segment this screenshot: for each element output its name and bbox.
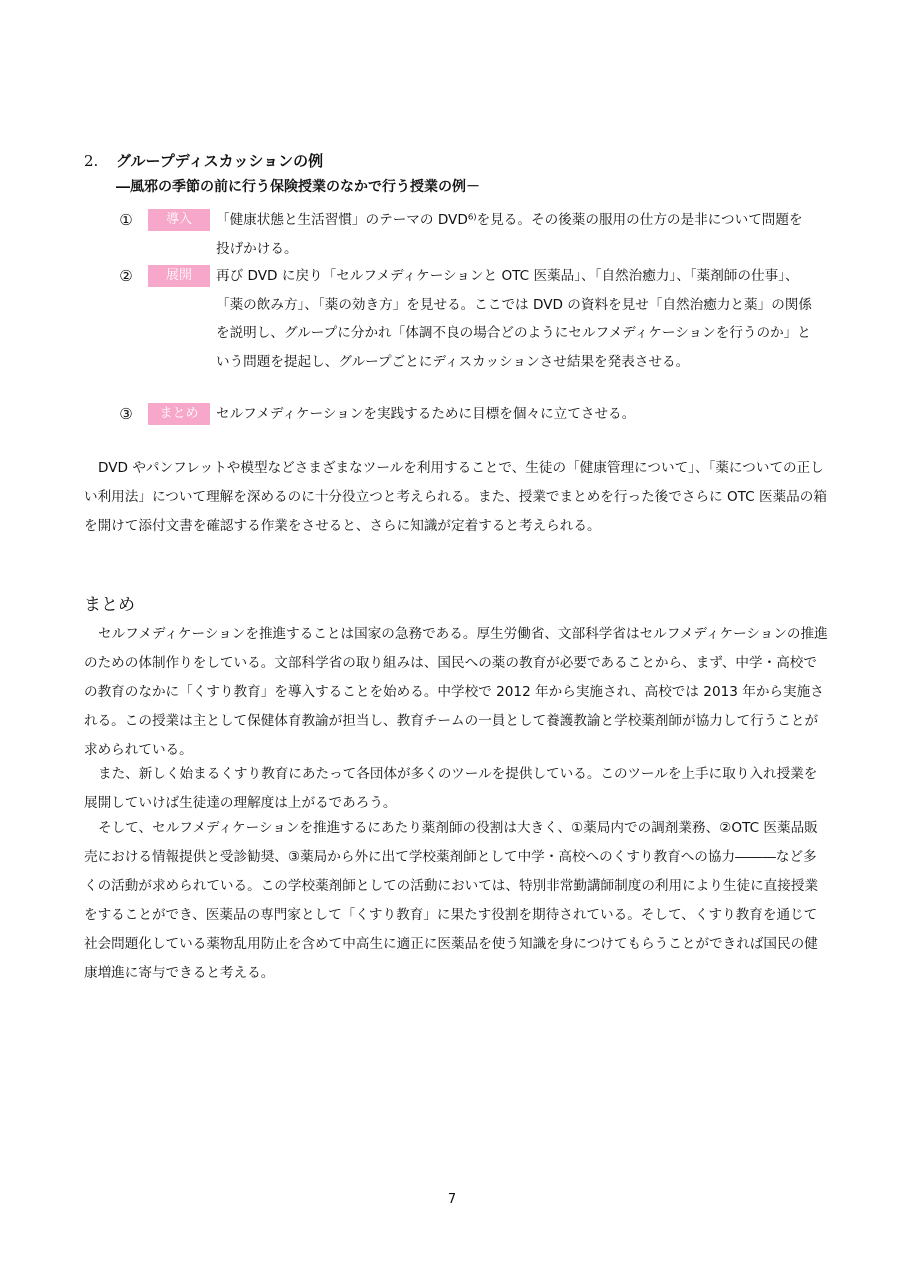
step-text: 再び DVD に戻り「セルフメディケーションと OTC 医薬品」、「自然治癒力」、「薬剤師の仕事」、「薬の飲み方」、「薬の効き方」を見せる。ここでは DVD の資料を見せ「自然治癒力と薬」の関係を説明し、グループに分かれ「体調不良の場合どのようにセルフメディケーションを行うのか」という問題を提起し、グループごとにディスカッションさせ結果を発表させる。 [216, 268, 812, 370]
step-label-badge: 展開 [148, 265, 210, 287]
summary-paragraph-1: セルフメディケーションを推進することは国家の急務である。厚生労働省、文部科学省はセルフメディケーションの推進のための体制作りをしている。文部科学省の取り組みは、国民への薬の教育が必要であることから、まず、中学・高校での教育のなかに「くすり教育」を導入することを始める。中学校で 2012 年から実施され、高校では 2013 年から実施される。この授業は主として保健体育教諭が担当し、教育チームの一員として養護教諭と学校薬剤師が協力して行うことが求められている。 [84, 626, 828, 758]
step-label-badge: 導入 [148, 209, 210, 231]
page-number: 7 [447, 1192, 457, 1207]
step-number: ① [119, 211, 133, 229]
step-number: ② [119, 267, 133, 285]
step-text: 「健康状態と生活習慣」のテーマの DVD⁶⁾を見る。その後薬の服用の仕方の是非について問題を投げかける。 [216, 212, 803, 257]
section-heading [84, 150, 323, 172]
section-number: 2. [84, 152, 99, 170]
step-text: セルフメディケーションを実践するために目標を個々に立てさせる。 [216, 406, 636, 422]
step-label-badge: まとめ [148, 403, 210, 425]
section-subtitle: ―風邪の季節の前に行う保険授業のなかで行う授業の例－ [116, 179, 480, 195]
summary-heading: まとめ [84, 595, 135, 615]
summary-paragraph-2: また、新しく始まるくすり教育にあたって各団体が多くのツールを提供している。このツールを上手に取り入れ授業を展開していけば生徒達の理解度は上がるであろう。 [84, 766, 818, 811]
section-title: グループディスカッションの例 [116, 152, 324, 170]
summary-paragraph-3: そして、セルフメディケーションを推進するにあたり薬剤師の役割は大きく、①薬局内での調剤業務、②OTC 医薬品販売における情報提供と受診勧奨、③薬局から外に出て学校薬剤師として中学・高校へのくすり教育への協力―――など多くの活動が求められている。この学校薬剤師としての活動においては、特別非常勤講師制度の利用により生徒に直接授業をすることができ、医薬品の専門家として「くすり教育」に果たす役割を期待されている。そして、くすり教育を通じて社会問題化している薬物乱用防止を含めて中高生に適正に医薬品を使う知識を身につけてもらうことができれば国民の健康増進に寄与できると考える。 [84, 820, 819, 981]
step-number: ③ [119, 405, 133, 423]
section-paragraph: DVD やパンフレットや模型などさまざまなツールを利用することで、生徒の「健康管理について」、「薬についての正しい利用法」について理解を深めるのに十分役立つと考えられる。また、授業でまとめを行った後でさらに OTC 医薬品の箱を開けて添付文書を確認する作業をさせると、さらに知識が定着すると考えられる。 [84, 460, 827, 534]
